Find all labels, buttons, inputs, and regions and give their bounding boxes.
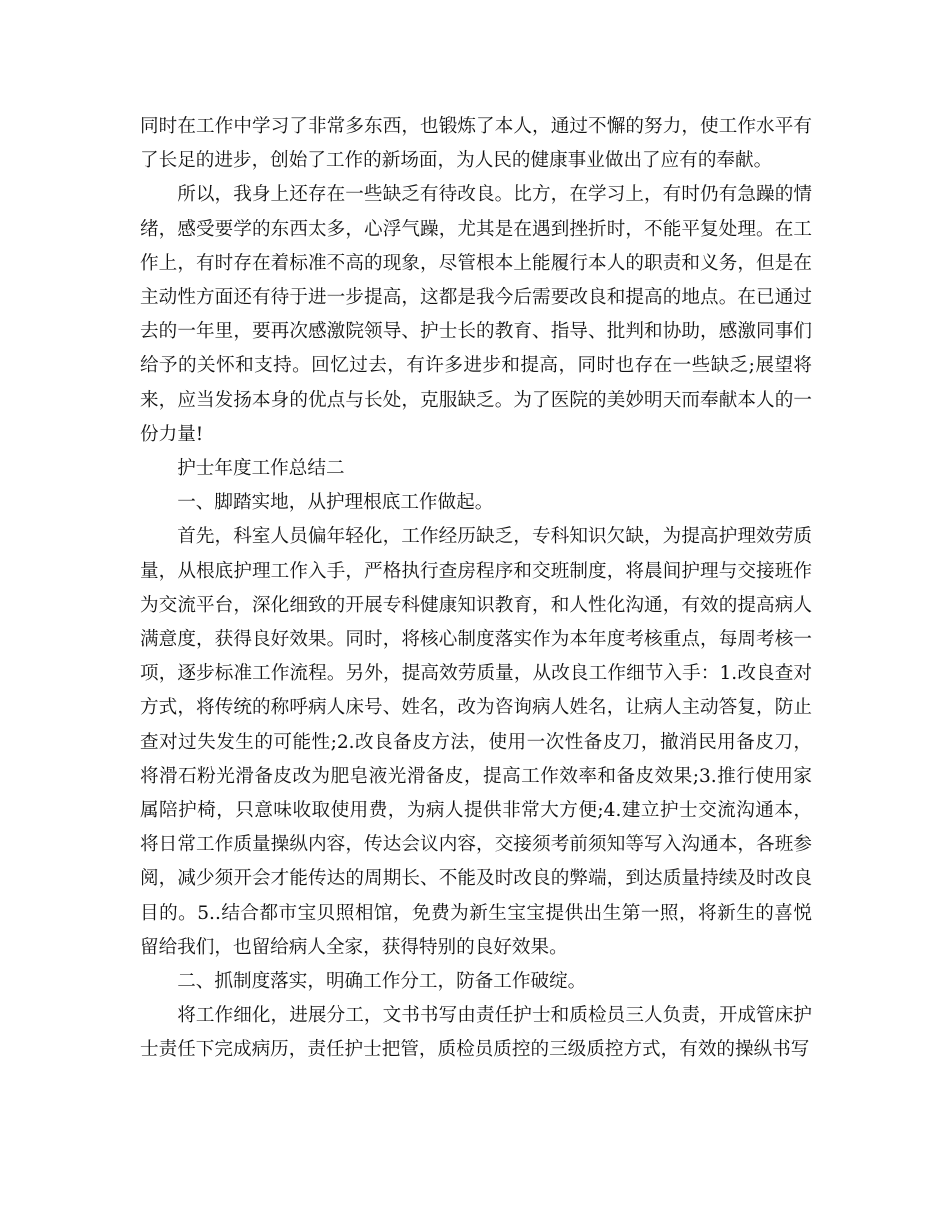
- paragraph-point-two: 将工作细化，进展分工，文书书写由责任护士和质检员三人负责，开成管床护士责任下完成病历，责任护士把管，质检员质控的三级质控方式，有效的操纵书写: [140, 1005, 812, 1061]
- paragraph-continuation: 同时在工作中学习了非常多东西，也锻炼了本人，通过不懈的努力，使工作水平有了长足的进步，创始了工作的新场面，为人民的健康事业做出了应有的奉献。: [140, 116, 812, 172]
- paragraph-shortcomings: 所以，我身上还存在一些缺乏有待改良。比方，在学习上，有时仍有急躁的情绪，感受要学的东西太多，心浮气躁，尤其是在遇到挫折时，不能平复处理。在工作上，有时存在着标准不高的现象，尽管根本上能履行本人的职责和义务，但是在主动性方面还有待于进一步提高，这都是我今后需要改良和提高的地点。在已通过去的一年里，要再次感激院领导、护士长的教育、指导、批判和协助，感激同事们给予的关怀和支持。回忆过去，有许多进步和提高，同时也存在一些缺乏;展望将来，应当发扬本身的优点与长处，克服缺乏。为了医院的美妙明天而奉献本人的一份力量!: [140, 184, 812, 445]
- heading-point-one: 一、脚踏实地，从护理根底工作做起。: [177, 492, 494, 514]
- paragraph-point-one: 首先，科室人员偏年轻化，工作经历缺乏，专科知识欠缺，为提高护理效劳质量，从根底护理工作入手，严格执行查房程序和交班制度，将晨间护理与交接班作为交流平台，深化细致的开展专科健康知识教育，和人性化沟通，有效的提高病人满意度，获得良好效果。同时，将核心制度落实作为本年度考核重点，每周考核一项，逐步标准工作流程。另外，提高效劳质量，从改良工作细节入手：1.改良查对方式，将传统的称呼病人床号、姓名，改为咨询病人姓名，让病人主动答复，防止查对过失发生的可能性;2.改良备皮方法，使用一次性备皮刀，撤消民用备皮刀，将滑石粉光滑备皮改为肥皂液光滑备皮，提高工作效率和备皮效果;3.推行使用家属陪护椅，只意味收取使用费，为病人提供非常大方便;4.建立护士交流沟通本，将日常工作质量操纵内容，传达会议内容，交接须考前须知等写入沟通本，各班参阅，减少须开会才能传达的周期长、不能及时改良的弊端，到达质量持续及时改良目的。5..结合都市宝贝照相馆，免费为新生宝宝提供出生第一照，将新生的喜悦留给我们，也留给病人全家，获得特别的良好效果。: [140, 526, 812, 958]
- document-body: [140, 110, 812, 1068]
- section-title: 护士年度工作总结二: [177, 458, 345, 480]
- heading-point-two: 二、抓制度落实，明确工作分工，防备工作破绽。: [177, 971, 587, 993]
